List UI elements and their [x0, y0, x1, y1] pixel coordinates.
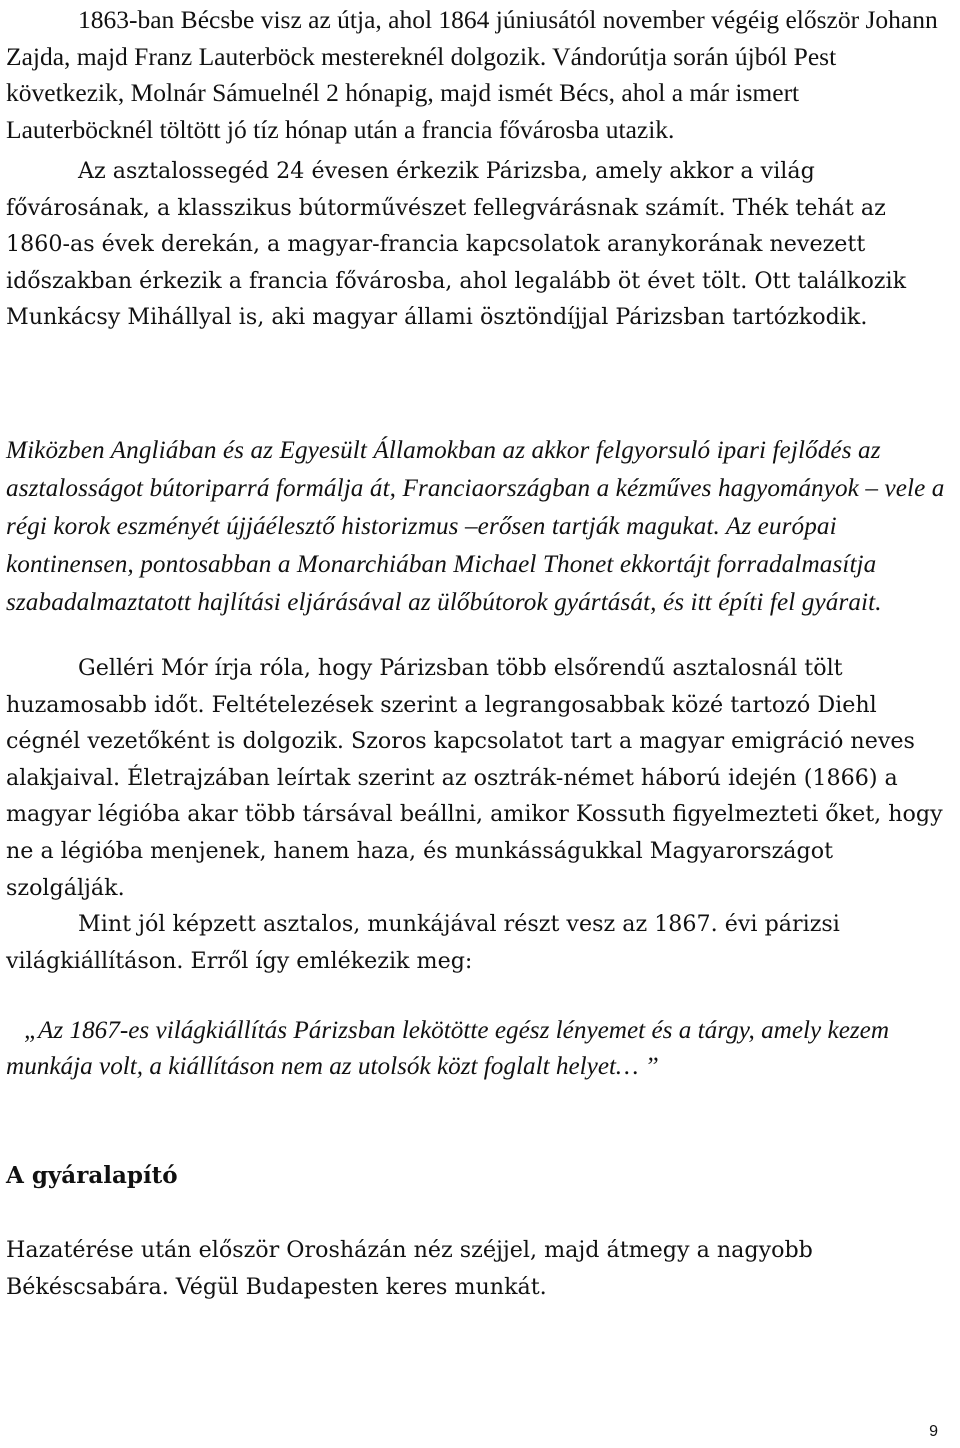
paragraph-industrial-context: Miközben Angliában és az Egyesült Államokban az akkor felgyorsuló ipari fejlődés az asztalosságot bútoriparrá formálja át, Franciaországban a kézműves hagyományok – vele a régi korok eszményét újjáélesztő historizmus –erősen tartják magukat. Az európai kontinensen, pontosabban a Monarchiában Michael Thonet ekkortájt forradalmasítja szabadalmaztatott hajlítási eljárásával az ülőbútorok gyártását, és itt építi fel gyárait.: [6, 437, 945, 616]
section-heading: A gyáralapító: [6, 1162, 178, 1189]
page-number: 9: [929, 1423, 938, 1440]
quote-world-exhibition: „Az 1867-es világkiállítás Párizsban lekötötte egész lényemet és a tárgy, amely kezem munkája volt, a kiállításon nem az utolsók közt foglalt helyet… ”: [6, 1017, 890, 1080]
paragraph-paris-arrival: Az asztalossegéd 24 évesen érkezik Párizsba, amely akkor a világ fővárosának, a klasszikus bútorművészet fellegvárásnak számít. Thék tehát az 1860-as évek derekán, a magyar-francia kapcsolatok aranykorának nevezett időszakban érkezik a francia fővárosba, ahol legalább öt évet tölt. Ott találkozik Munkácsy Mihállyal is, aki magyar állami ösztöndíjjal Párizsban tartózkodik.: [6, 158, 907, 331]
paragraph-gelleri-account: Gelléri Mór írja róla, hogy Párizsban több elsőrendű asztalosnál tölt huzamosabb időt. Feltételezések szerint a legrangosabbak közé tartozó Diehl cégnél vezetőként is dolgozik. Szoros kapcsolatot tart a magyar emigráció neves alakjaival. Életrajzában leírtak szerint az osztrák-német háború idején (1866) a magyar légióba akar több társával beállni, amikor Kossuth figyelmezteti őket, hogy ne a légióba menjenek, hanem haza, és munkásságukkal Magyarországot szolgálják.: [6, 655, 943, 901]
paragraph-vienna-journey: 1863-ban Bécsbe visz az útja, ahol 1864 júniusától november végéig először Johann Zajda, majd Franz Lauterböck mestereknél dolgozik. Vándorútja során újból Pest következik, Molnár Sámuelnél 2 hónapig, majd ismét Bécs, ahol a már ismert Lauterböcknél töltött jó tíz hónap után a francia fővárosba utazik.: [6, 5, 938, 144]
paragraph-homecoming: Hazatérése után először Orosházán néz széjjel, majd átmegy a nagyobb Békéscsabára. Végül Budapesten keres munkát.: [6, 1237, 813, 1300]
paragraph-world-exhibition: Mint jól képzett asztalos, munkájával részt vesz az 1867. évi párizsi világkiállításon. Erről így emlékezik meg:: [6, 911, 840, 974]
